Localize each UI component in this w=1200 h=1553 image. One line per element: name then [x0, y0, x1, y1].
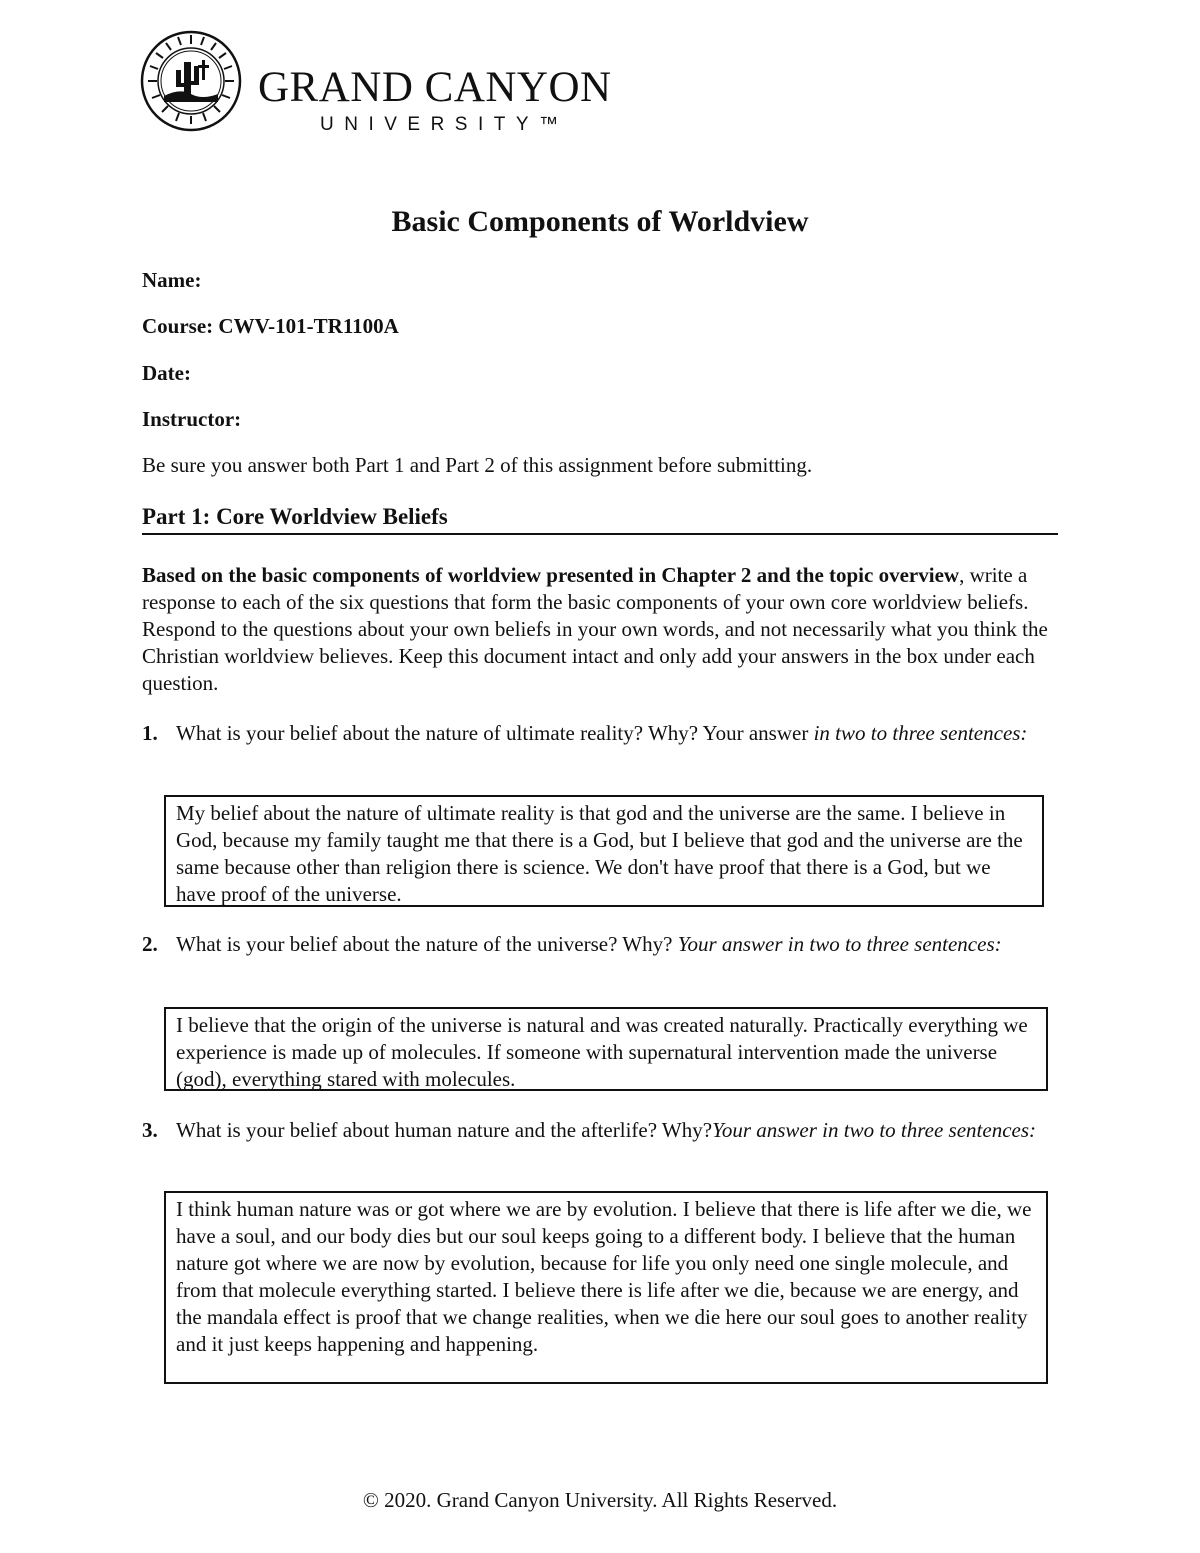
- document-title: Basic Components of Worldview: [391, 205, 809, 238]
- part1-heading: Part 1: Core Worldview Beliefs: [142, 504, 1058, 535]
- footer-copyright: © 2020. Grand Canyon University. All Rights Reserved.: [362, 1488, 838, 1512]
- question-number: 1.: [142, 721, 158, 745]
- assignment-instructions: Be sure you answer both Part 1 and Part 2 of this assignment before submitting.: [142, 453, 813, 477]
- answer-box-1[interactable]: [164, 795, 1044, 907]
- university-seal-icon: [140, 30, 242, 132]
- answer-text: My belief about the nature of ultimate reality is that god and the universe are the same. I believe in God, because my family taught me that there is a God, but I believe that god and the universe are the same because other than religion there is science. We don't have proof that there is a God, but we have proof of the universe.: [176, 801, 1023, 906]
- logo-text-bottom: UNIVERSITY™: [320, 114, 569, 135]
- name-label: Name:: [142, 268, 202, 292]
- question-prompt: What is your belief about the nature of the universe? Why?: [176, 932, 678, 956]
- question-prompt: What is your belief about the nature of ultimate reality? Why? Your answer: [176, 721, 814, 745]
- course-value: CWV-101-TR1100A: [218, 314, 399, 338]
- course-label: Course:: [142, 314, 214, 338]
- university-logo: [140, 30, 620, 135]
- question-number: 3.: [142, 1118, 158, 1142]
- course-field: [142, 314, 399, 339]
- instructor-field: [142, 407, 241, 432]
- date-field: [142, 361, 191, 386]
- answer-box-2[interactable]: [164, 1007, 1048, 1091]
- question-number: 2.: [142, 932, 158, 956]
- question-italic: Your answer in two to three sentences:: [677, 932, 1002, 956]
- question-text: [176, 931, 1042, 958]
- question-2: [142, 931, 1042, 958]
- logo-wordmark: [258, 66, 612, 136]
- answer-text: I believe that the origin of the universe is natural and was created naturally. Practically everything we experience is made up of molecules. If someone with supernatural intervention made the universe (god), everything stared with molecules.: [176, 1013, 1028, 1091]
- question-italic: Your answer in two to three sentences:: [712, 1118, 1037, 1142]
- part1-intro: [142, 562, 1062, 697]
- intro-text: , write a response to each of the six questions that form the basic components of your own core worldview beliefs. Respond to the questions about your own beliefs in your own words, and not necessarily what you think the Christian worldview believes. Keep this document intact and only add your answers in the box under each question.: [142, 563, 1048, 695]
- question-1: [142, 720, 1042, 747]
- instructor-label: Instructor:: [142, 407, 242, 431]
- question-text: [176, 1117, 1042, 1144]
- intro-bold-text: Based on the basic components of worldview presented in Chapter 2 and the topic overview: [142, 563, 960, 587]
- date-label: Date:: [142, 361, 191, 385]
- logo-text-top: GRAND CANYON: [258, 64, 612, 111]
- answer-text: I think human nature was or got where we are by evolution. I believe that there is life after we die, we have a soul, and our body dies but our soul keeps going to a different body. I believe that the human nature got where we are now by evolution, because for life you only need one single molecule, and from that molecule everything started. I believe there is life after we die, because we are energy, and the mandala effect is proof that we change realities, when we die here our soul goes to another reality and it just keeps happening and happening.: [176, 1197, 1032, 1356]
- question-italic: in two to three sentences:: [813, 721, 1028, 745]
- question-text: [176, 720, 1042, 747]
- answer-box-3[interactable]: [164, 1191, 1048, 1384]
- question-3: [142, 1117, 1042, 1144]
- name-field: [142, 268, 201, 293]
- question-prompt: What is your belief about human nature and the afterlife? Why?: [176, 1118, 713, 1142]
